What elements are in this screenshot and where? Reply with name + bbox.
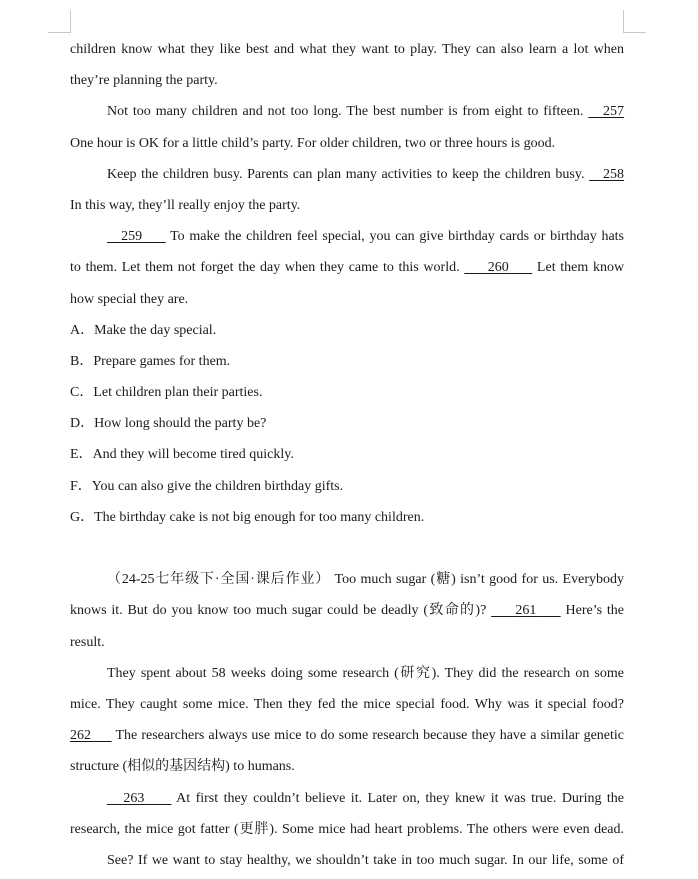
text-line: result. <box>70 634 105 650</box>
paragraph-q257 <box>70 99 624 130</box>
text-line: One hour is OK for a little child’s party. For older children, two or three hours is good. <box>70 135 556 151</box>
option-text: Prepare games for them. <box>93 353 231 369</box>
section-gap <box>70 536 624 567</box>
option-a <box>70 318 624 349</box>
option-letter: B． <box>70 353 94 369</box>
sentence: Let them know <box>536 260 625 276</box>
text-line: In this way, they’ll really enjoy the party. <box>70 197 301 213</box>
paragraph-q258 <box>70 162 624 193</box>
option-letter: G． <box>70 509 95 525</box>
text-line: See? If we want to stay healthy, we shouldn’t take in too much sugar. In our life, some of <box>107 852 624 868</box>
text-line: structure (相似的基因结构) to humans. <box>70 759 295 775</box>
answer-blank-260: 260 <box>487 260 509 276</box>
option-b <box>70 349 624 380</box>
text-line: They spent about 58 weeks doing some research (研究). They did the research on some <box>107 665 624 681</box>
option-c <box>70 380 624 411</box>
sentence: to them. Let them not forget the day when they came to this world. <box>70 260 460 276</box>
sentence: The researchers always use mice to do some research because they have a similar genetic <box>115 728 625 744</box>
crop-mark-top-right <box>623 10 646 33</box>
option-f <box>70 474 624 505</box>
option-g <box>70 505 624 536</box>
crop-mark-top-left <box>48 10 71 33</box>
sentence: Here’s the <box>565 603 625 619</box>
text-line <box>70 598 624 629</box>
option-letter: F． <box>70 478 92 494</box>
paragraph-q263 <box>70 786 624 817</box>
option-letter: E． <box>70 447 93 463</box>
option-text: And they will become tired quickly. <box>92 447 294 463</box>
option-e <box>70 442 624 473</box>
option-d <box>70 411 624 442</box>
sentence: At first they couldn’t believe it. Later on, they knew it was true. During the <box>176 790 625 806</box>
text-line: research, the mice got fatter (更胖). Some mice had heart problems. The others were even dead. <box>70 821 624 837</box>
answer-blank-258: 258 <box>603 166 625 182</box>
answer-blank-262: 262 <box>70 728 91 744</box>
paragraph-q259 <box>70 224 624 255</box>
passage2-intro <box>70 567 624 598</box>
option-text: How long should the party be? <box>94 416 267 432</box>
option-letter: C． <box>70 385 94 401</box>
answer-blank-261: 261 <box>515 603 537 619</box>
answer-blank-257: 257 <box>603 104 625 120</box>
option-text: The birthday cake is not big enough for too many children. <box>94 509 425 525</box>
sentence: Too much sugar (糖) isn’t good for us. Everybody <box>334 572 624 588</box>
text-line: mice. They caught some mice. Then they fed the mice special food. Why was it special food? <box>70 696 624 712</box>
option-text: You can also give the children birthday gifts. <box>91 478 344 494</box>
text-line: children know what they like best and what they want to play. They can also learn a lot when <box>70 42 624 57</box>
answer-blank-259: 259 <box>121 229 143 245</box>
option-text: Let children plan their parties. <box>93 385 263 401</box>
answer-blank-263: 263 <box>123 790 145 806</box>
sentence: To make the children feel special, you can give birthday cards or birthday hats <box>170 229 625 245</box>
sentence: knows it. But do you know too much sugar could be deadly (致命的)? <box>70 603 487 619</box>
option-letter: D． <box>70 416 95 432</box>
paragraph-q262 <box>70 723 624 754</box>
option-letter: A． <box>70 322 95 338</box>
sentence: Keep the children busy. Parents can plan many activities to keep the children busy. <box>107 166 585 182</box>
option-text: Make the day special. <box>94 322 217 338</box>
text-line: how special they are. <box>70 291 189 307</box>
question-source: （24-25七年级下·全国·课后作业） <box>107 572 331 588</box>
sentence: Not too many children and not too long. The best number is from eight to fifteen. <box>107 104 584 120</box>
text-line: they’re planning the party. <box>70 73 218 89</box>
document-body <box>70 37 624 879</box>
text-line <box>70 255 624 286</box>
